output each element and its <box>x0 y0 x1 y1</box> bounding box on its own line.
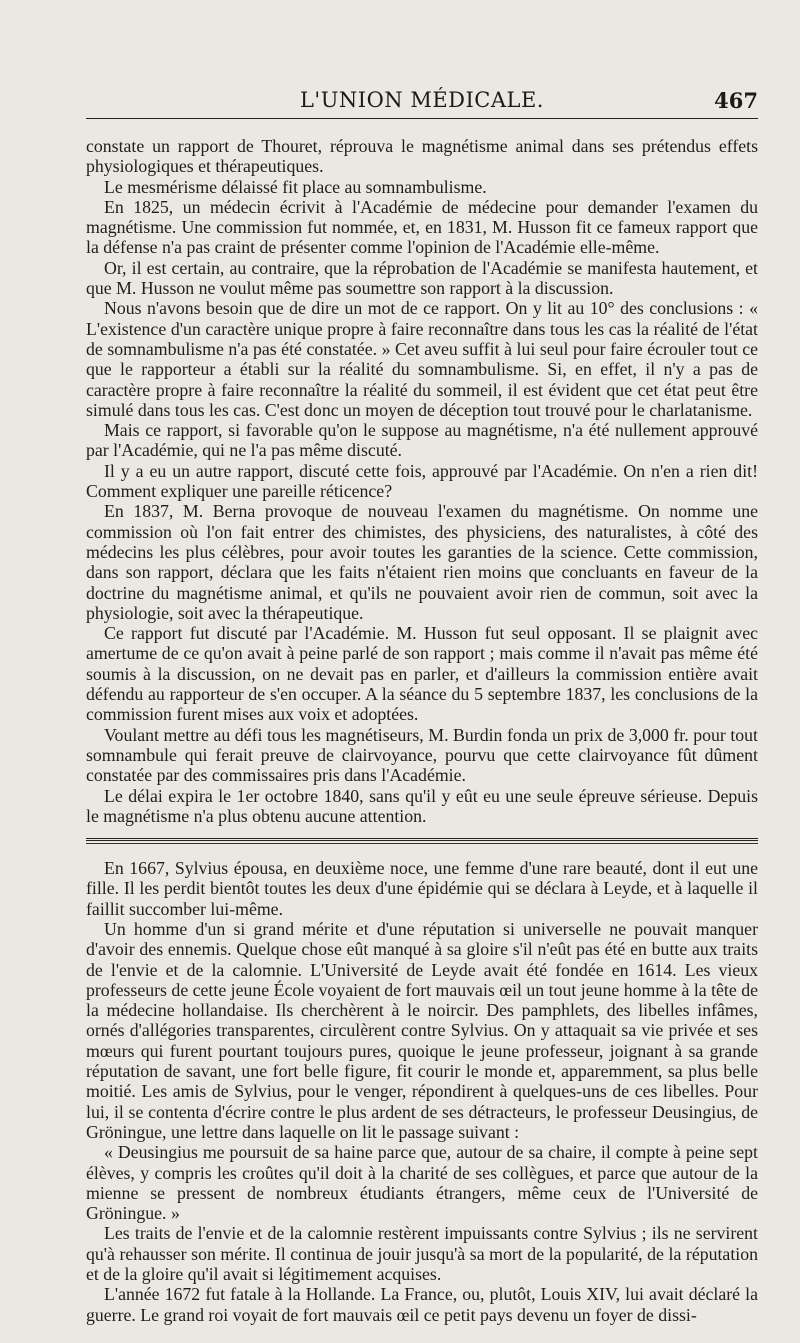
feuilleton-paragraph: Un homme d'un si grand mérite et d'une réputation si universelle ne pouvait manquer d'avoir des ennemis. Quelque chose eût manqué à sa gloire s'il n'eût pas été en butte aux traits de l'envie et de la calomnie. L'Université de Leyde avait été fondée en 1614. Les vieux professeurs de cette jeune École voyaient de fort mauvais œil un tout jeune homme à la tête de la médecine hollandaise. Ils cherchèrent à le noircir. Des pamphlets, des libelles infâmes, ornés d'allégories transparentes, circulèrent contre Sylvius. On y attaquait sa vie privée et ses mœurs qui furent pourtant toujours pures, quoique le jeune professeur, joignant à sa grande réputation de savant, une fort belle figure, fit courir le monde et, apparemment, sa plus belle moitié. Les amis de Sylvius, pour le venger, répondirent à quelques-uns de ces libelles. Pour lui, il se contenta d'écrire contre le plus ardent de ses détracteurs, le professeur Deusingius, de Gröningue, une lettre dans laquelle on lit le passage suivant : <box>86 918 758 1142</box>
header-rule <box>86 118 758 119</box>
feuilleton-divider <box>86 838 758 844</box>
running-title: L'UNION MÉDICALE. <box>299 88 544 112</box>
article-paragraph: Ce rapport fut discuté par l'Académie. M. Husson fut seul opposant. Il se plaignit avec amertume de ce qu'on avait à peine parlé de son rapport ; mais comme il n'avait pas même été soumis à la discussion, on ne devait pas en parler, et d'ailleurs la commission entière avait défendu au rapporteur de s'en occuper. A la séance du 5 septembre 1837, les conclusions de la commission furent mises aux voix et adoptées. <box>86 623 758 725</box>
article-paragraph: Nous n'avons besoin que de dire un mot de ce rapport. On y lit au 10° des conclusions : « L'existence d'un caractère unique propre à faire reconnaître dans tous les cas la réalité de l'état de somnambulisme n'a pas été constatée. » Cet aveu suffit à lui seul pour faire écrouler tout ce que le rapporteur a établi sur la réalité du somnambulisme. Si, en effet, il n'y a pas de caractère propre à faire reconnaître la réalité du sommeil, il est évident que cet état peut être simulé dans tous les cas. C'est donc un moyen de déception tout trouvé pour le charlatanisme. <box>86 298 758 420</box>
feuilleton-paragraph: « Deusingius me poursuit de sa haine parce que, autour de sa chaire, il compte à peine sept élèves, y compris les croûtes qu'il doit à la charité de ses collègues, et parce que autour de la mienne se pressent de nombreux étudiants étrangers, même ceux de l'Université de Gröningue. » <box>86 1142 758 1224</box>
article-paragraph: En 1825, un médecin écrivit à l'Académie de médecine pour demander l'examen du magnétisme. Une commission fut nommée, et, en 1831, M. Husson fit ce fameux rapport que la défense n'a pas craint de présenter comme l'opinion de l'Académie elle-même. <box>86 196 758 258</box>
article-paragraph: Mais ce rapport, si favorable qu'on le suppose au magnétisme, n'a été nullement approuvé par l'Académie, qui ne l'a pas même discuté. <box>86 420 758 461</box>
article-paragraph: Voulant mettre au défi tous les magnétiseurs, M. Burdin fonda un prix de 3,000 fr. pour tout somnambule qui ferait preuve de clairvoyance, pourvu que cette clairvoyance fût dûment constatée par des commissaires pris dans l'Académie. <box>86 724 758 786</box>
feuilleton-paragraph: L'année 1672 fut fatale à la Hollande. La France, ou, plutôt, Louis XIV, lui avait déclaré la guerre. Le grand roi voyait de fort mauvais œil ce petit pays devenu un foyer de dissi- <box>86 1284 758 1325</box>
page-number: 467 <box>714 88 758 113</box>
article-paragraph: En 1837, M. Berna provoque de nouveau l'examen du magnétisme. On nomme une commission où l'on fait entrer des chimistes, des physiciens, des naturalistes, à côté des médecins les plus célèbres, pour avoir toutes les garanties de la science. Cette commission, dans son rapport, déclara que les faits n'étaient rien moins que concluants en faveur de la doctrine du magnétisme animal, et qu'ils ne pouvaient avoir rien de commun, soit avec la physiologie, soit avec la thérapeutique. <box>86 501 758 623</box>
page-header <box>86 0 758 116</box>
feuilleton-paragraph: En 1667, Sylvius épousa, en deuxième noce, une femme d'une rare beauté, dont il eut une fille. Il les perdit bientôt toutes les deux d'une épidémie qui se déclara à Leyde, et à laquelle il faillit succomber lui-même. <box>86 858 758 919</box>
feuilleton-body <box>86 858 758 1325</box>
article-paragraph: Or, il est certain, au contraire, que la réprobation de l'Académie se manifesta hautement, et que M. Husson ne voulut même pas soumettre son rapport à la discussion. <box>86 257 758 299</box>
article-paragraph: constate un rapport de Thouret, réprouva le magnétisme animal dans ses prétendus effets physiologiques et thérapeutiques. <box>86 136 758 177</box>
article-paragraph: Le délai expira le 1er octobre 1840, sans qu'il y eût eu une seule épreuve sérieuse. Depuis le magnétisme n'a plus obtenu aucune attention. <box>86 785 758 826</box>
article-paragraph: Le mesmérisme délaissé fit place au somnambulisme. <box>104 176 487 197</box>
article-body <box>86 116 758 826</box>
feuilleton-paragraph: Les traits de l'envie et de la calomnie restèrent impuissants contre Sylvius ; ils ne servirent qu'à rehausser son mérite. Il continua de jouir jusqu'à sa mort de la popularité, de la réputation et de la gloire qu'il avait si légitimement acquises. <box>86 1223 758 1285</box>
article-paragraph: Il y a eu un autre rapport, discuté cette fois, approuvé par l'Académie. On n'en a rien dit! Comment expliquer une pareille réticence? <box>86 460 758 502</box>
